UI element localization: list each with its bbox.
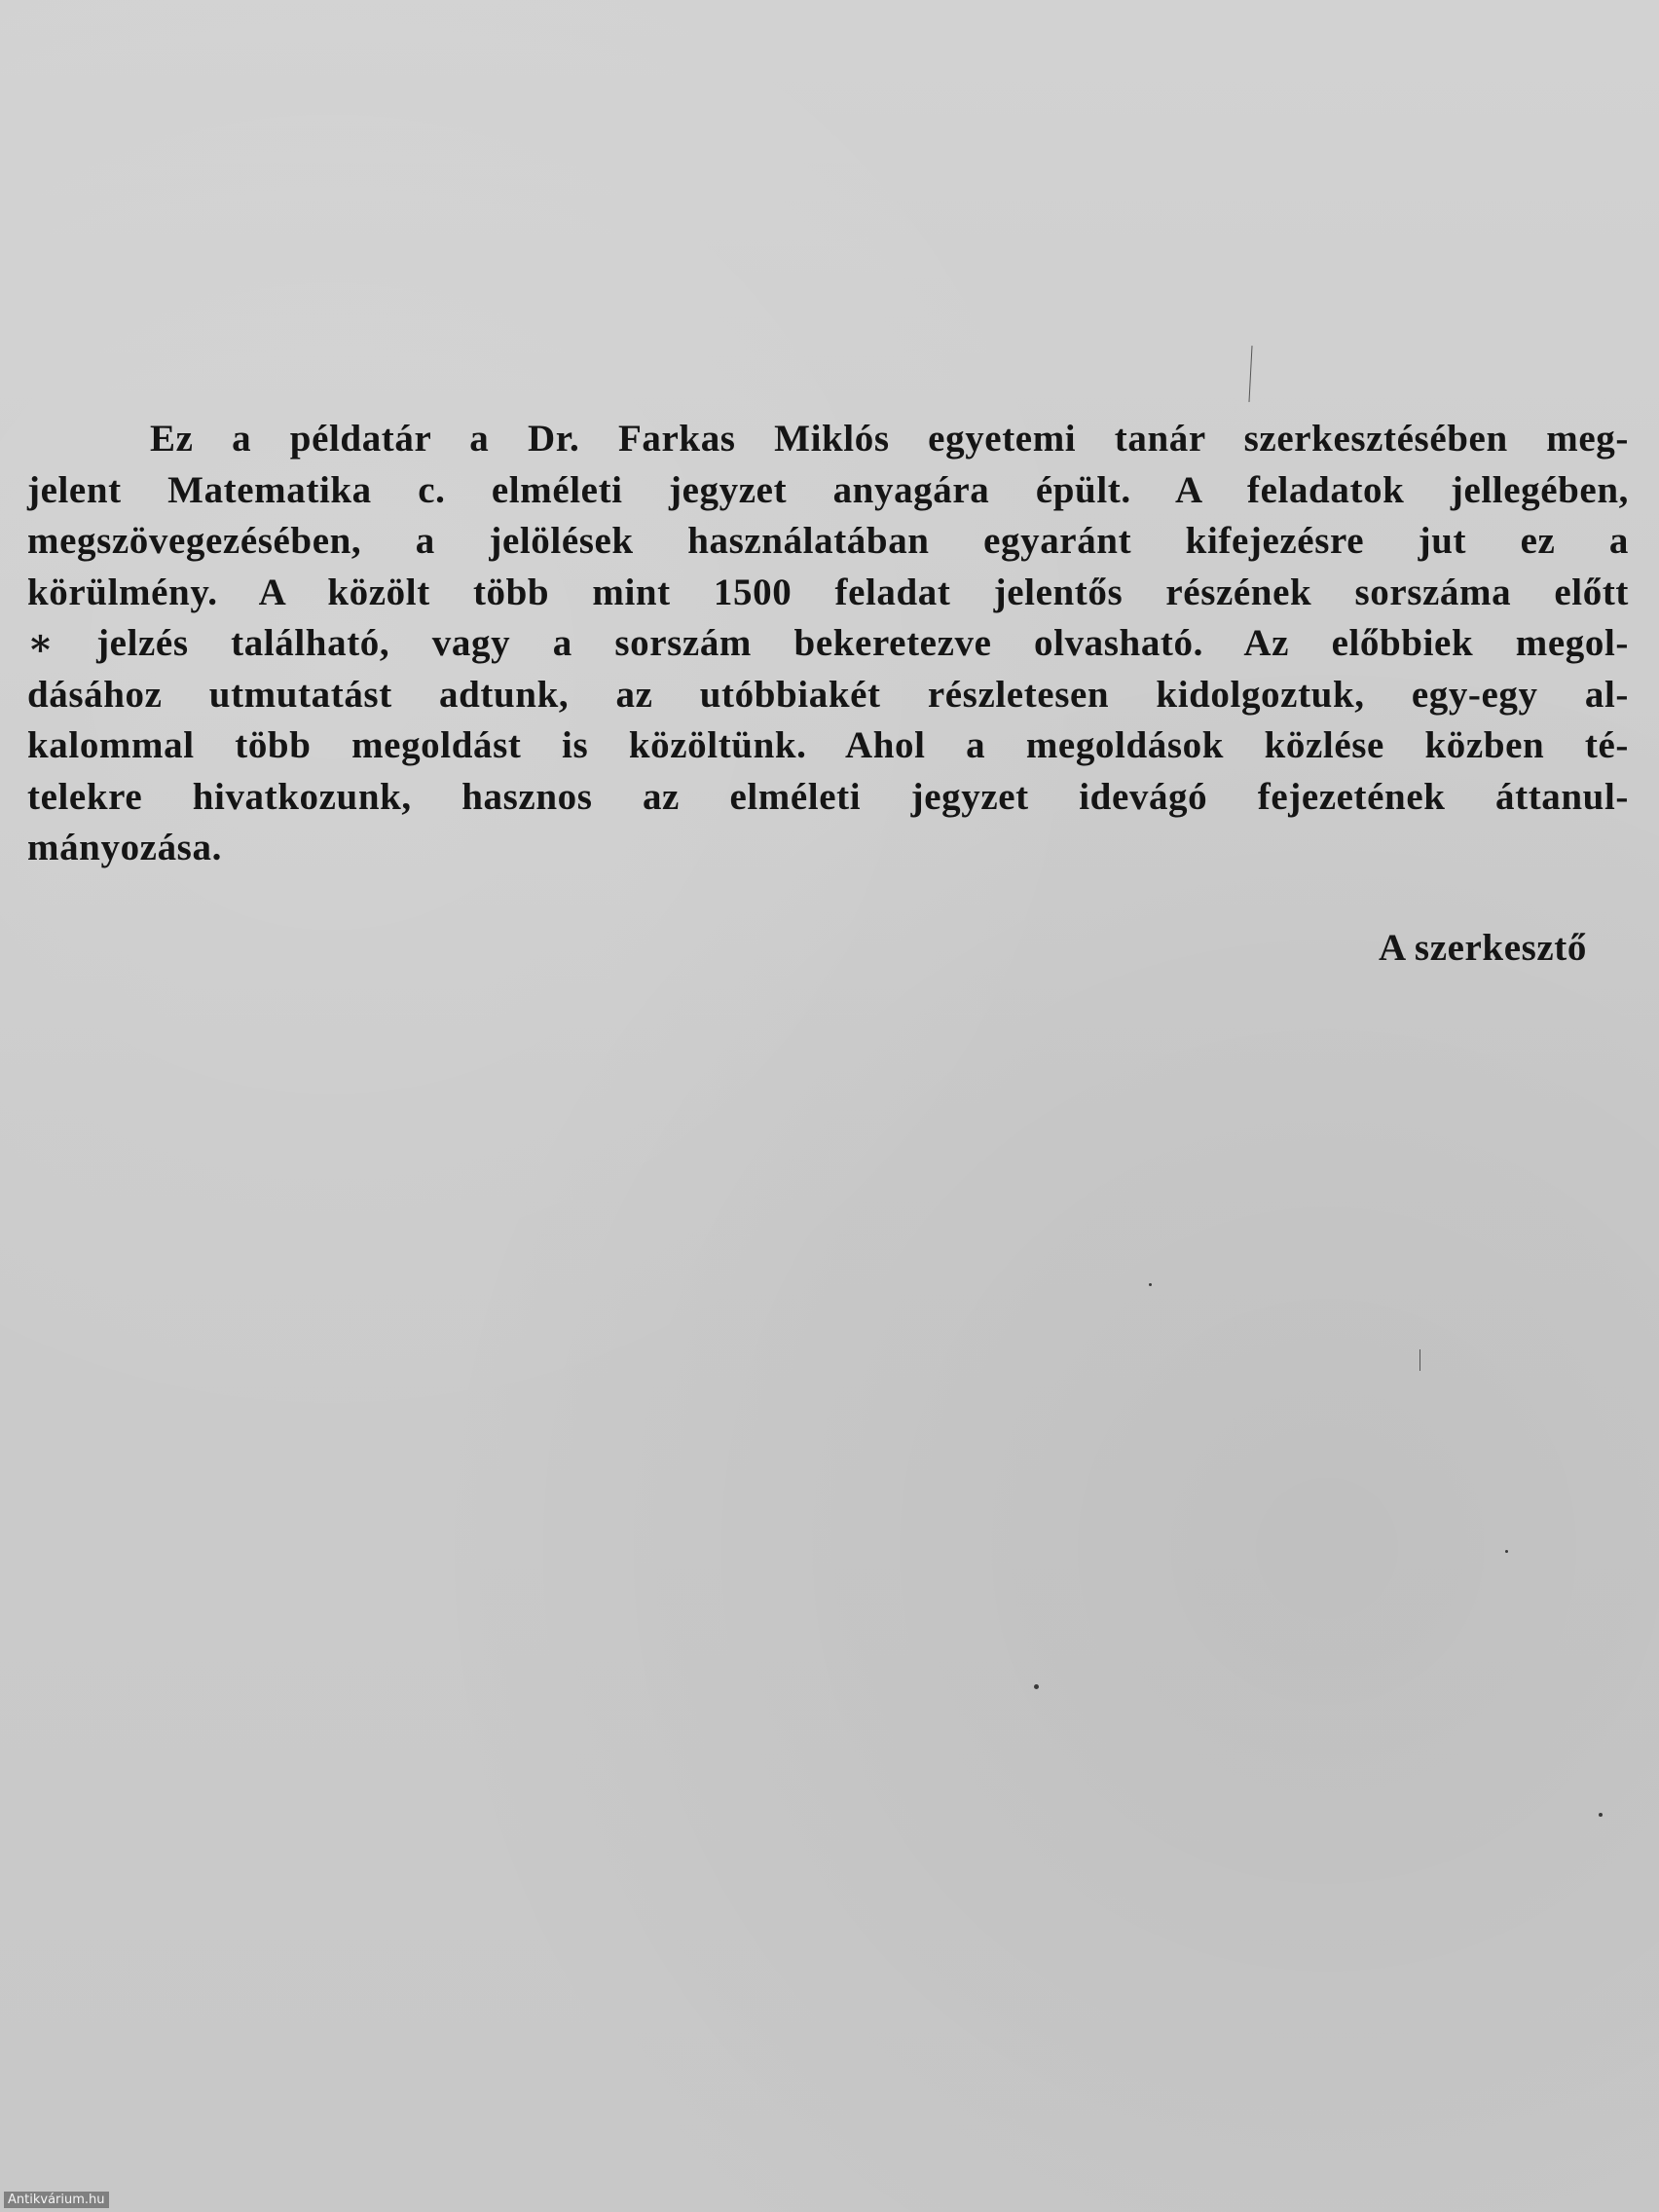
editor-signature: A szerkesztő	[1378, 927, 1587, 969]
preface-line-2: jelent Matematika c. elméleti jegyzet anyagára épült. A feladatok jellegében,	[27, 468, 1629, 511]
scan-scratch	[1248, 346, 1252, 402]
scan-speck	[1505, 1550, 1508, 1553]
preface-line-5: ∗ jelzés található, vagy a sorszám bekeretezve olvasható. Az előbbiek megol-	[27, 622, 1629, 664]
preface-paragraph	[27, 414, 1629, 874]
scan-speck	[1149, 1283, 1152, 1286]
antikvarium-watermark: Antikvárium.hu	[4, 2192, 109, 2208]
preface-line-9: mányozása.	[27, 827, 222, 868]
preface-line-4: körülmény. A közölt több mint 1500 feladat jelentős részének sorszáma előtt	[27, 571, 1629, 613]
preface-line-6: dásához utmutatást adtunk, az utóbbiakét részletesen kidolgoztuk, egy-egy al-	[27, 673, 1629, 716]
preface-line-3: megszövegezésében, a jelölések használatában egyaránt kifejezésre jut ez a	[27, 520, 1629, 562]
scan-speck	[1034, 1684, 1039, 1689]
preface-line-1: Ez a példatár a Dr. Farkas Miklós egyetemi tanár szerkesztésében meg-	[150, 418, 1629, 460]
scan-speck	[1599, 1813, 1603, 1817]
preface-line-7: kalommal több megoldást is közöltünk. Ahol a megoldások közlése közben té-	[27, 724, 1629, 766]
preface-line-8: telekre hivatkozunk, hasznos az elméleti jegyzet idevágó fejezetének áttanul-	[27, 775, 1629, 818]
scan-scratch	[1419, 1349, 1420, 1371]
